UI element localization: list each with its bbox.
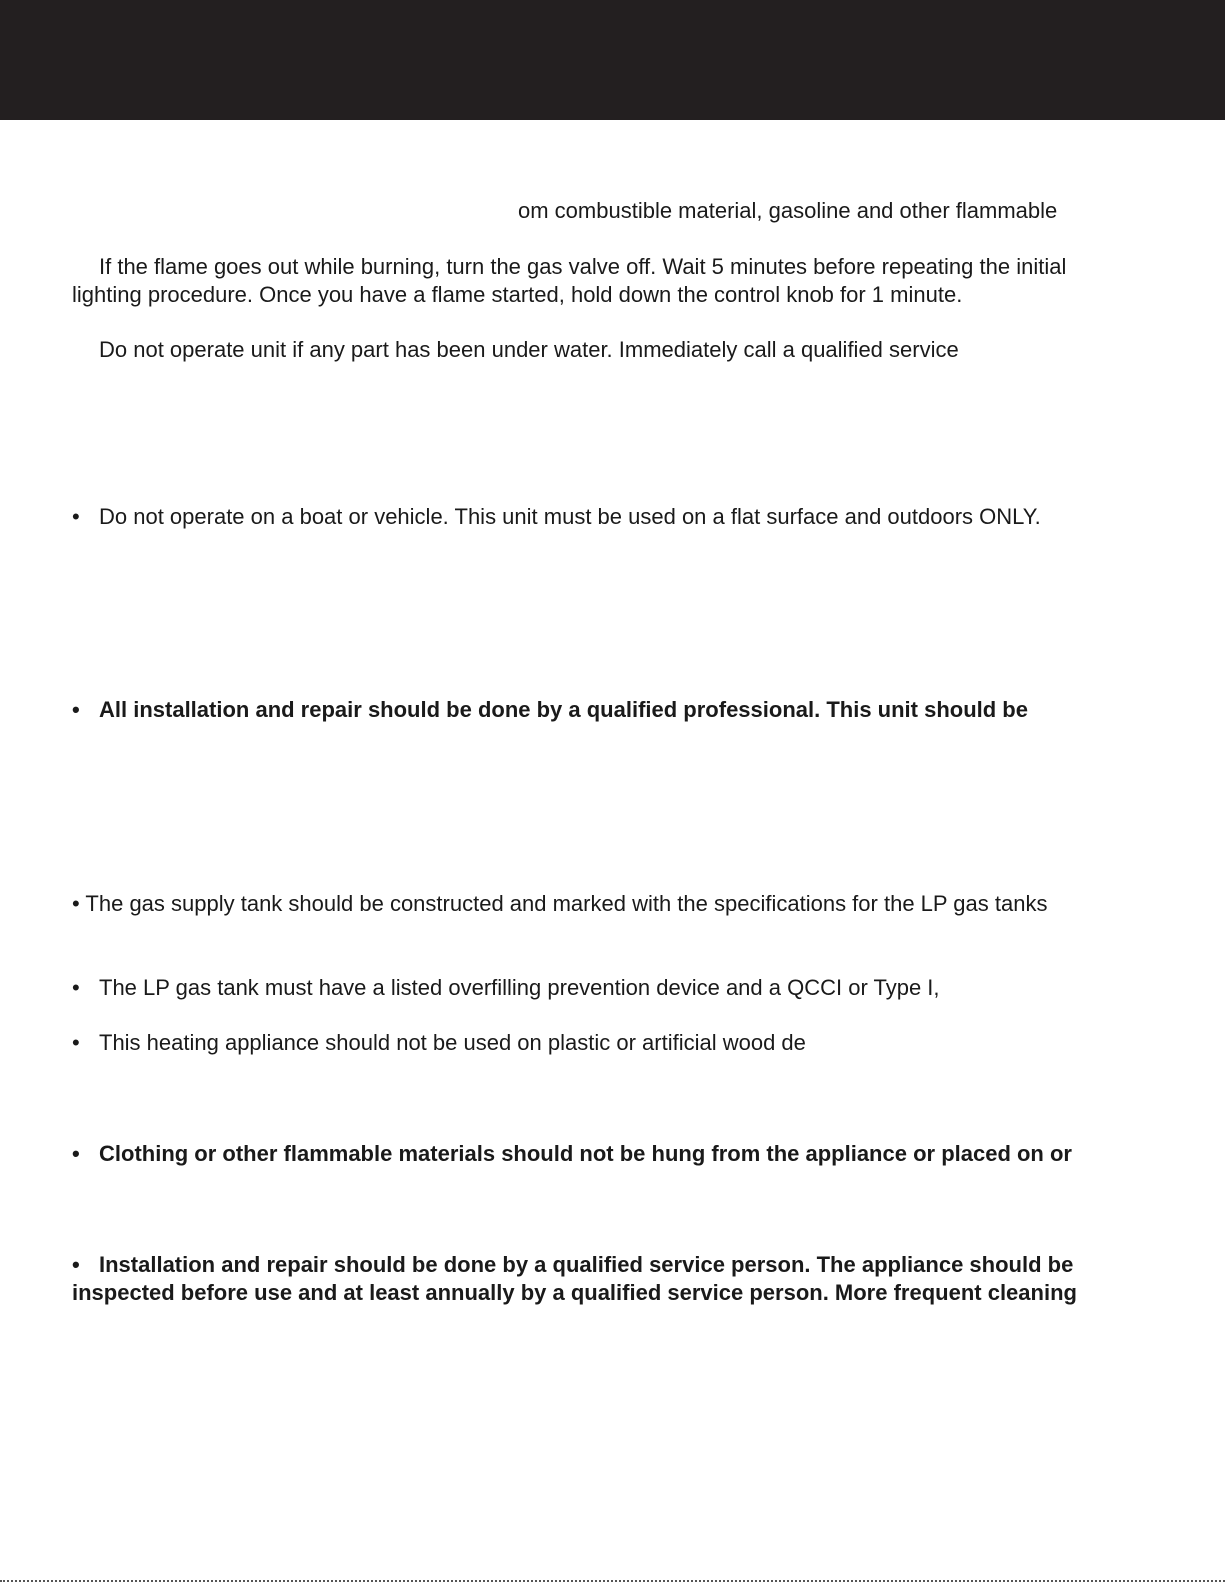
header-bar: [0, 0, 1225, 120]
bullet-marker: •: [72, 1141, 80, 1166]
flame-out-text-line-1: If the flame goes out while burning, turn the gas valve off. Wait 5 minutes before repeating the initial: [99, 254, 1067, 279]
overfilling-text: The LP gas tank must have a listed overfilling prevention device and a QCCI or Type I,: [99, 975, 940, 1000]
bullet-marker: •: [72, 504, 80, 529]
bottom-dotted-rule: [0, 1580, 1225, 1582]
flame-out-text-line-2: lighting procedure. Once you have a flame started, hold down the control knob for 1 minute.: [72, 282, 963, 307]
plastic-deck-text: This heating appliance should not be used on plastic or artificial wood de: [99, 1030, 806, 1055]
installation-professional-text: All installation and repair should be done by a qualified professional. This unit should be: [99, 697, 1028, 722]
combustible-text: om combustible material, gasoline and other flammable: [518, 198, 1058, 223]
gas-supply-text: • The gas supply tank should be constructed and marked with the specifications for the LP gas tanks: [72, 891, 1048, 916]
service-person-text-line-1: Installation and repair should be done by a qualified service person. The appliance should be: [99, 1252, 1074, 1277]
clothing-warning-text: Clothing or other flammable materials should not be hung from the appliance or placed on or: [99, 1141, 1072, 1166]
bullet-marker: •: [72, 697, 80, 722]
bullet-marker: •: [72, 975, 80, 1000]
bullet-marker: •: [72, 1030, 80, 1055]
under-water-text: Do not operate unit if any part has been under water. Immediately call a qualified service: [99, 337, 959, 362]
boat-warning-text: Do not operate on a boat or vehicle. This unit must be used on a flat surface and outdoors ONLY.: [99, 504, 1041, 529]
bullet-marker: •: [72, 1252, 80, 1277]
service-person-text-line-2: inspected before use and at least annually by a qualified service person. More frequent cleaning: [72, 1280, 1077, 1305]
